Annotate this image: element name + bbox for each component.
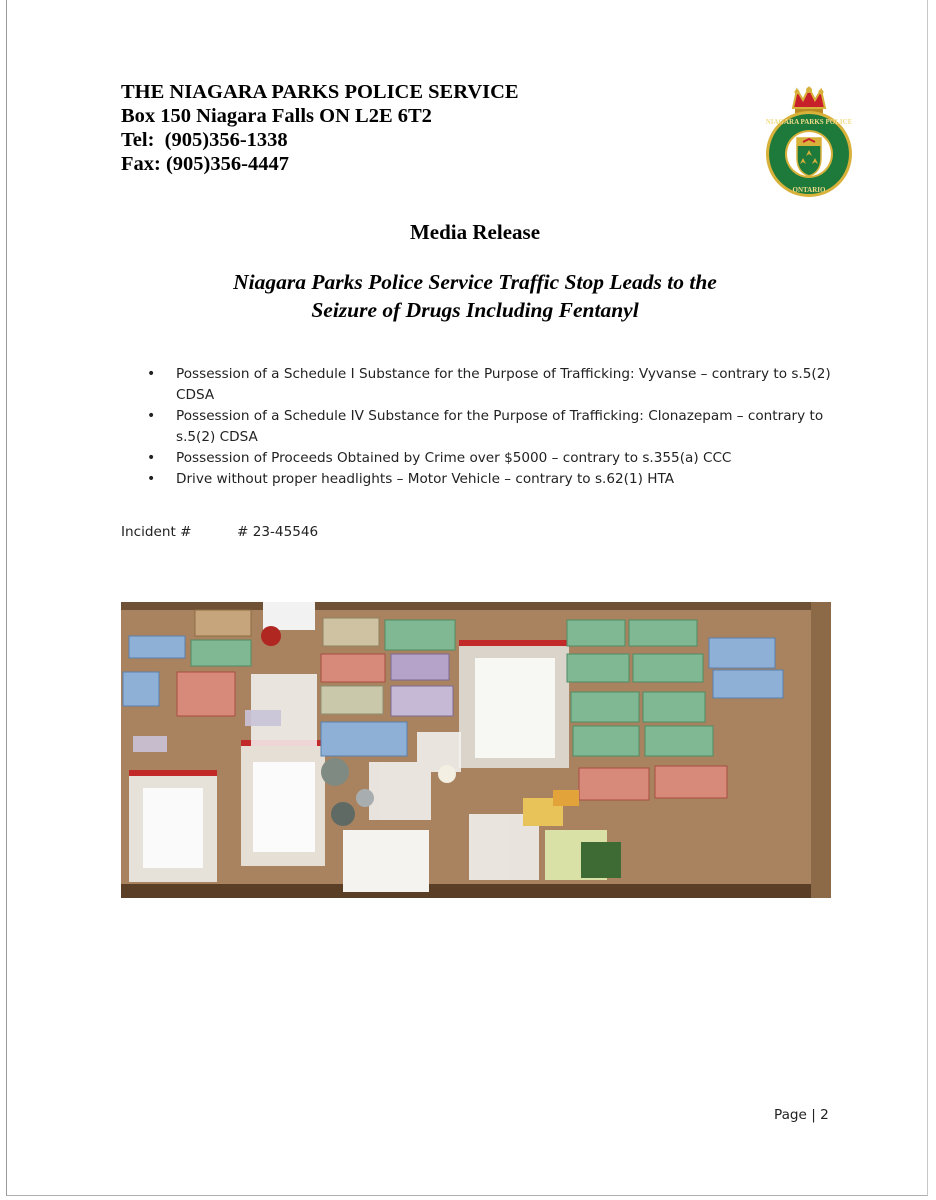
org-name: THE NIAGARA PARKS POLICE SERVICE xyxy=(121,81,519,103)
banknote-10 xyxy=(391,654,449,680)
incident-number: # 23-45546 xyxy=(237,524,319,540)
headline-line-2: Seizure of Drugs Including Fentanyl xyxy=(311,298,639,322)
bullet-icon: • xyxy=(147,471,156,487)
svg-text:ONTARIO: ONTARIO xyxy=(792,186,826,194)
police-crest-logo xyxy=(763,86,855,200)
release-headline xyxy=(7,268,936,324)
evidence-form xyxy=(343,830,429,892)
banknote-usd xyxy=(321,686,383,714)
white-box xyxy=(263,602,315,630)
bullet-icon: • xyxy=(147,366,156,382)
incident-label: Incident # xyxy=(121,524,192,540)
red-container xyxy=(261,626,281,646)
svg-text:NIAGARA PARKS POLICE: NIAGARA PARKS POLICE xyxy=(765,118,853,126)
charge-item xyxy=(147,448,837,469)
charge-item xyxy=(147,406,837,448)
mailing-address: Box 150 Niagara Falls ON L2E 6T2 xyxy=(121,105,432,127)
charges-list xyxy=(147,364,837,490)
charge-text: Drive without proper headlights – Motor Vehicle – contrary to s.62(1) HTA xyxy=(176,471,674,487)
headline-line-1: Niagara Parks Police Service Traffic Stop Leads to the xyxy=(233,270,717,294)
banknote-usd xyxy=(323,618,379,646)
charge-text: Possession of Proceeds Obtained by Crime over $5000 – contrary to s.355(a) CCC xyxy=(176,450,732,466)
charge-item xyxy=(147,469,837,490)
charge-text: Possession of a Schedule IV Substance for the Purpose of Trafficking: Clonazepam – contrary to s.5(2) CDSA xyxy=(176,408,824,445)
evidence-bag xyxy=(241,740,325,866)
media-release-heading: Media Release xyxy=(409,220,541,244)
page-number: Page | 2 xyxy=(774,1107,829,1123)
letterhead xyxy=(121,80,519,176)
incident-line xyxy=(121,524,319,540)
document-page xyxy=(6,0,928,1196)
banknote-100 xyxy=(195,610,251,636)
evidence-bag xyxy=(129,770,217,882)
redacted-label xyxy=(133,736,167,752)
fax: Fax: (905)356-4447 xyxy=(121,153,289,175)
banknote-10 xyxy=(391,686,453,716)
seized-items-photo xyxy=(121,602,831,898)
bullet-icon: • xyxy=(147,408,156,424)
telephone: Tel: (905)356-1338 xyxy=(121,129,288,151)
evidence-bag xyxy=(459,640,569,768)
charge-text: Possession of a Schedule I Substance for the Purpose of Trafficking: Vyvanse – contrary to s.5(2) CDSA xyxy=(176,366,831,403)
charge-item xyxy=(147,364,837,406)
bullet-icon: • xyxy=(147,450,156,466)
redacted-label xyxy=(245,710,281,726)
